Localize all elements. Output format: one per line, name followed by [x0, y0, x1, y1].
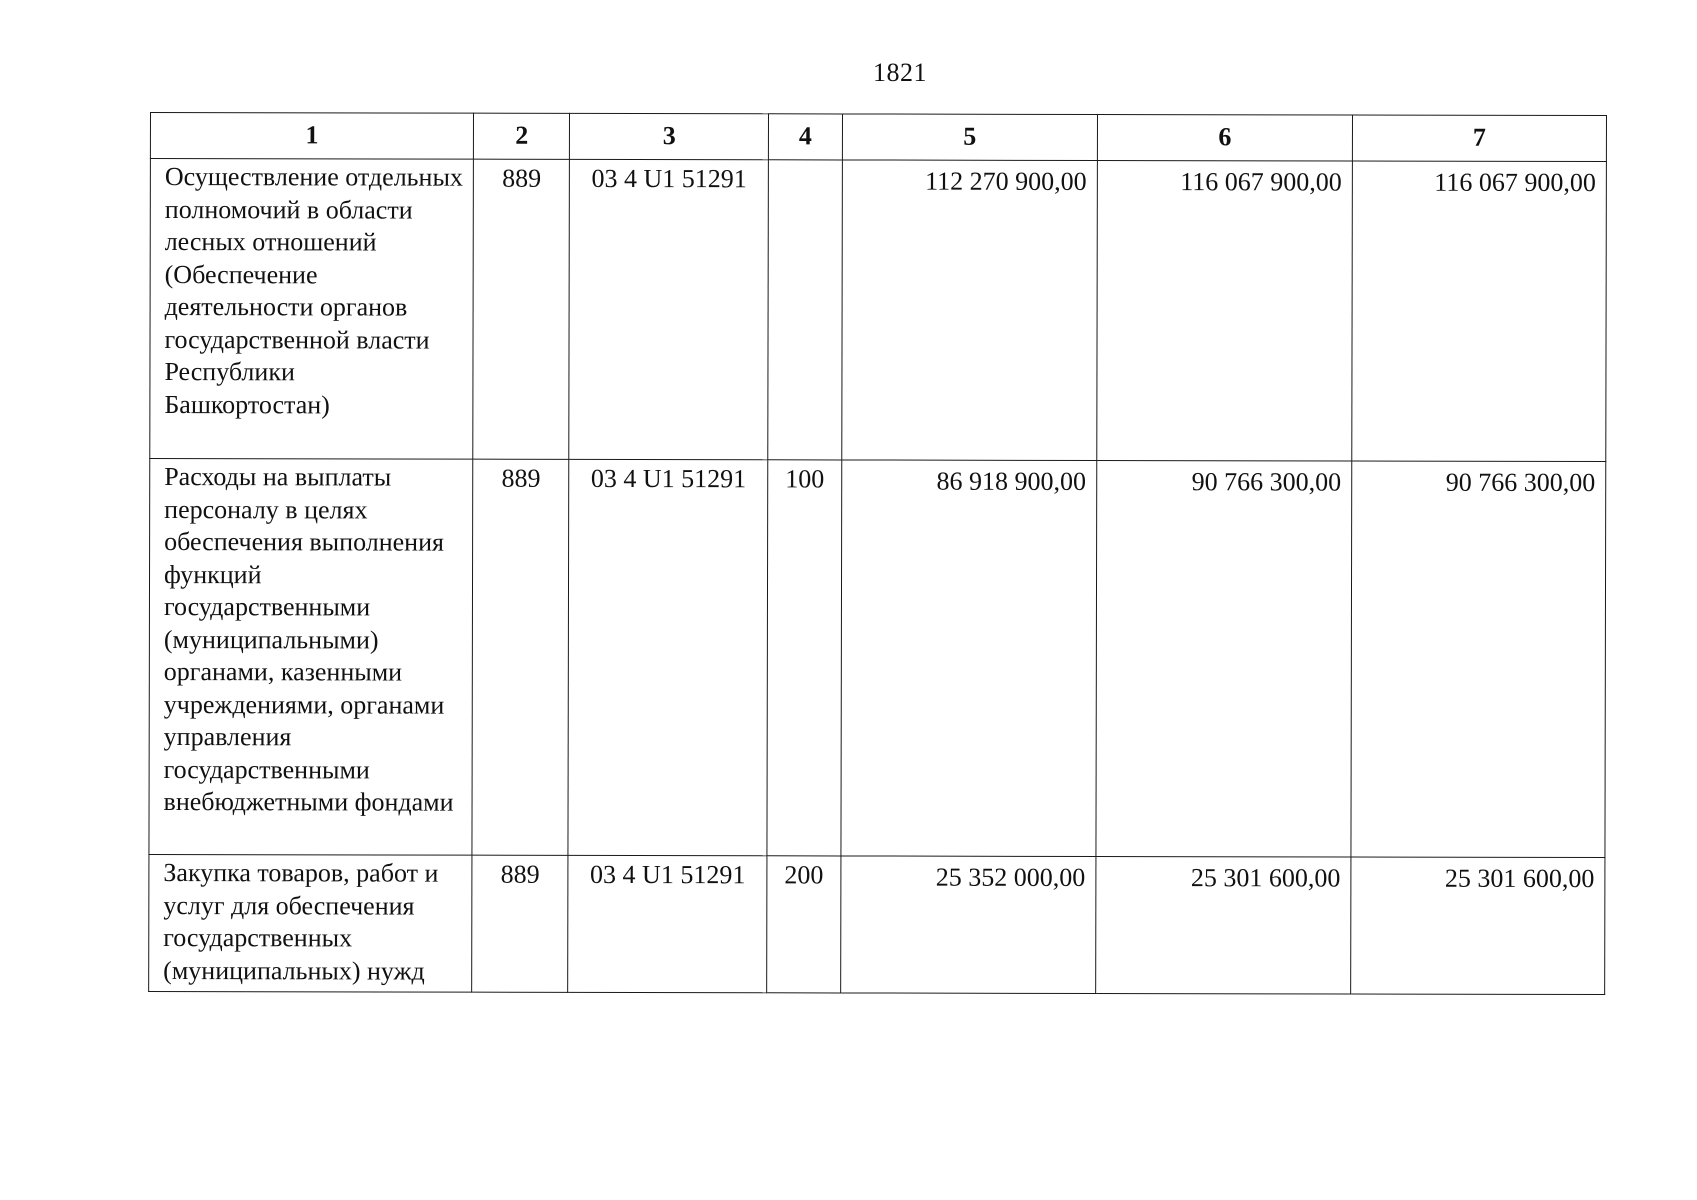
- row-grbs: 889: [472, 459, 569, 855]
- column-header-2: 2: [474, 113, 570, 159]
- row-amount-6: 116 067 900,00: [1097, 160, 1353, 461]
- column-header-1: 1: [150, 113, 473, 160]
- row-expense-type: 200: [767, 856, 841, 993]
- row-target-code: 03 4 U1 51291: [568, 459, 768, 855]
- row-amount-6: 25 301 600,00: [1095, 856, 1350, 994]
- row-amount-7: 25 301 600,00: [1351, 857, 1605, 995]
- row-expense-type: 100: [767, 460, 841, 856]
- column-header-5: 5: [842, 114, 1097, 161]
- row-name: Расходы на выплаты персоналу в целях обеспечения выполнения функций государственными (муниципальными) органами, казенными учреждениями, органами управления государственными внебюджетными фондами: [149, 459, 473, 856]
- row-amount-5: 86 918 900,00: [841, 460, 1097, 857]
- row-name: Закупка товаров, работ и услуг для обеспечения государственных (муниципальных) нужд: [149, 854, 472, 992]
- column-header-6: 6: [1097, 114, 1352, 161]
- row-amount-7: 90 766 300,00: [1351, 461, 1606, 858]
- header-row: [150, 113, 1606, 162]
- column-header-7: 7: [1352, 115, 1606, 162]
- table-row: [150, 159, 1607, 462]
- table-row: [149, 459, 1606, 858]
- row-grbs: 889: [472, 855, 568, 992]
- row-target-code: 03 4 U1 51291: [568, 855, 767, 992]
- row-amount-5: 112 270 900,00: [842, 160, 1098, 461]
- page-number: 1821: [873, 58, 927, 87]
- row-target-code: 03 4 U1 51291: [569, 159, 769, 459]
- table-row: [149, 854, 1605, 994]
- row-amount-6: 90 766 300,00: [1096, 460, 1352, 857]
- row-amount-5: 25 352 000,00: [840, 856, 1095, 994]
- column-header-4: 4: [769, 114, 843, 160]
- row-name: Осуществление отдельных полномочий в области лесных отношений (Обеспечение деятельности органов государственной власти Республики Башкортостан): [150, 159, 474, 460]
- row-grbs: 889: [473, 159, 570, 459]
- budget-table: [148, 112, 1607, 995]
- row-amount-7: 116 067 900,00: [1352, 161, 1607, 462]
- row-expense-type: [768, 160, 842, 460]
- column-header-3: 3: [570, 113, 769, 159]
